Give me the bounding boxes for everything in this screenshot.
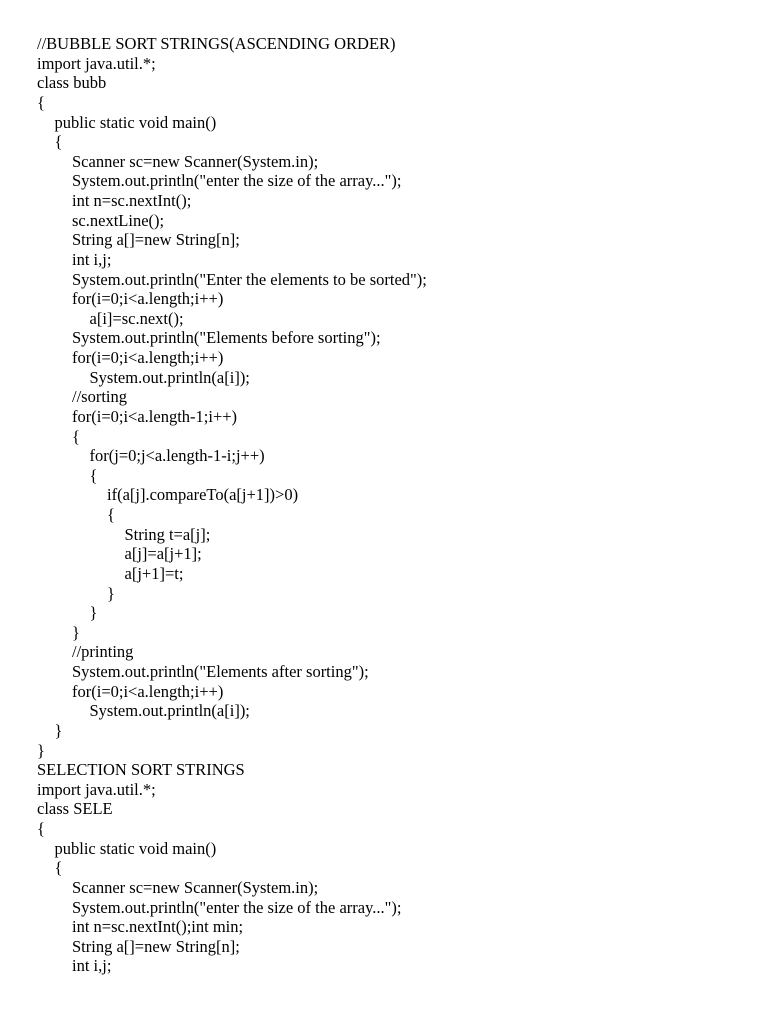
code-line: System.out.println("Elements after sorting"); bbox=[72, 662, 369, 681]
code-line: Scanner sc=new Scanner(System.in); bbox=[72, 151, 319, 171]
code-line: sc.nextLine(); bbox=[72, 210, 165, 230]
code-line: { bbox=[107, 505, 115, 524]
code-line: import java.util.*; bbox=[37, 779, 156, 799]
code-line: //printing bbox=[72, 642, 134, 662]
code-line: } bbox=[54, 720, 63, 740]
code-line: import java.util.*; bbox=[37, 53, 156, 73]
code-line: for(i=0;i<a.length;i++) bbox=[72, 681, 224, 701]
code-line: System.out.println(a[i]); bbox=[89, 701, 250, 721]
code-line: String a[]=new String[n]; bbox=[72, 936, 240, 956]
code-line: int n=sc.nextInt(); bbox=[72, 191, 192, 210]
code-line: a[j]=a[j+1]; bbox=[124, 544, 202, 564]
code-line: { bbox=[72, 426, 80, 446]
code-line: for(j=0;j<a.length-1-i;j++) bbox=[89, 446, 265, 466]
code-line: { bbox=[89, 465, 98, 485]
code-line: for(i=0;i<a.length;i++) bbox=[72, 289, 224, 309]
code-line: } bbox=[37, 740, 45, 760]
code-line: class bubb bbox=[37, 73, 107, 93]
code-listing bbox=[37, 34, 427, 976]
code-line: System.out.println("Enter the elements to be sorted"); bbox=[72, 269, 427, 289]
code-line: { bbox=[37, 92, 45, 112]
code-line: { bbox=[54, 858, 63, 878]
code-line: int i,j; bbox=[72, 249, 112, 269]
code-line: if(a[j].compareTo(a[j+1])>0) bbox=[107, 485, 299, 505]
code-line: int i,j; bbox=[72, 956, 112, 976]
code-line: a[i]=sc.next(); bbox=[89, 308, 184, 328]
code-line: public static void main() bbox=[54, 112, 217, 132]
code-line: for(i=0;i<a.length;i++) bbox=[72, 348, 224, 367]
code-line: } bbox=[72, 622, 80, 642]
code-line: Scanner sc=new Scanner(System.in); bbox=[72, 877, 319, 897]
code-line: String a[]=new String[n]; bbox=[72, 230, 240, 250]
code-line: System.out.println("Elements before sorting"); bbox=[72, 328, 381, 348]
code-line: SELECTION SORT STRINGS bbox=[37, 760, 245, 780]
code-line: public static void main() bbox=[54, 838, 217, 858]
code-line: a[j+1]=t; bbox=[124, 563, 184, 583]
code-line: System.out.println(a[i]); bbox=[89, 367, 250, 387]
code-line: //BUBBLE SORT STRINGS(ASCENDING ORDER) bbox=[37, 34, 396, 53]
code-line: { bbox=[54, 132, 63, 152]
code-line: class SELE bbox=[37, 799, 113, 819]
code-line: String t=a[j]; bbox=[124, 524, 211, 544]
code-line: for(i=0;i<a.length-1;i++) bbox=[72, 406, 238, 426]
code-line: } bbox=[89, 603, 98, 623]
code-line: } bbox=[107, 583, 115, 603]
code-line: //sorting bbox=[72, 387, 128, 407]
code-line: System.out.println("enter the size of the array..."); bbox=[72, 171, 402, 191]
code-line: System.out.println("enter the size of the array..."); bbox=[72, 897, 402, 917]
code-line: int n=sc.nextInt();int min; bbox=[72, 917, 244, 937]
code-line: { bbox=[37, 819, 45, 838]
